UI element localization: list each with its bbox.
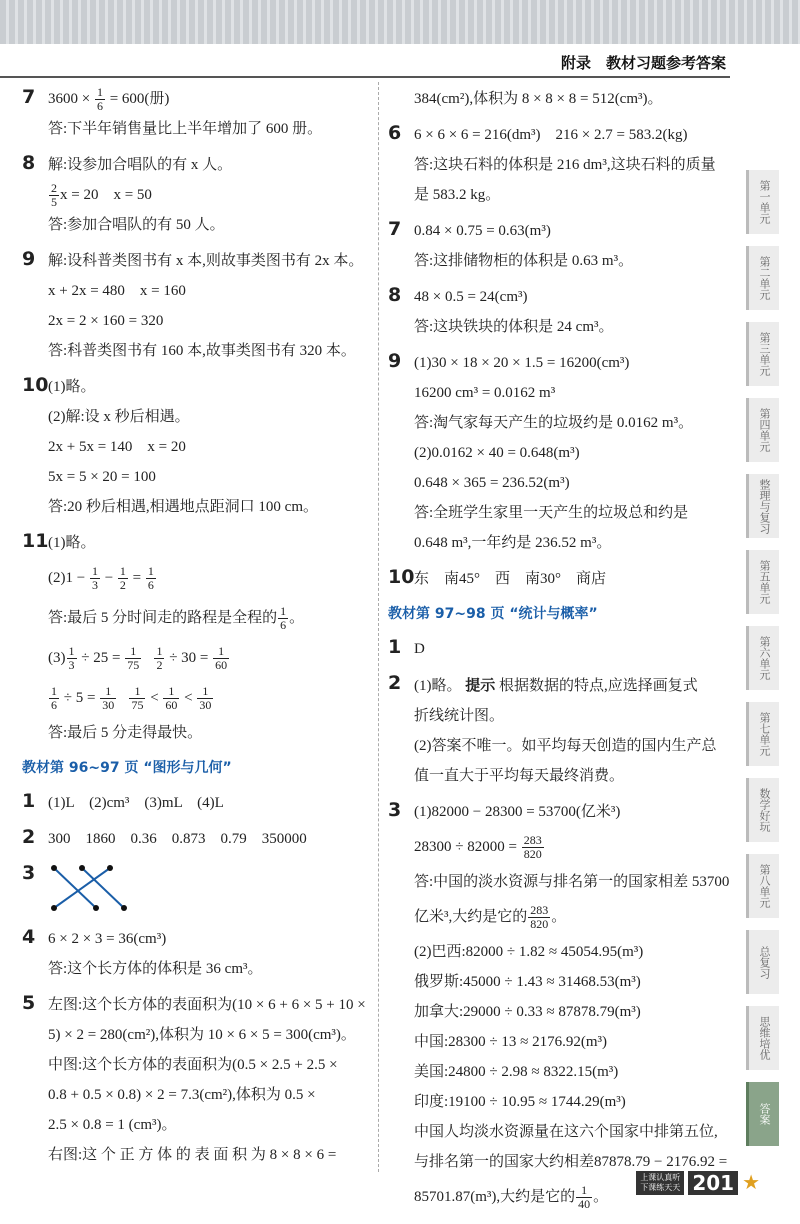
numerator: 1 (576, 1184, 592, 1198)
column-divider (378, 82, 379, 1172)
expr-text: 根据数据的特点,应选择画复式 (499, 678, 698, 694)
answer-line: 美国:24800 ÷ 2.98 ≈ 8322.15(m³) (414, 1064, 619, 1080)
denominator: 75 (131, 698, 144, 713)
answer-line: 16200 cm³ = 0.0162 m³ (414, 385, 556, 401)
expr-text: (2)1 − (48, 570, 86, 586)
item-number: 1 (22, 790, 36, 812)
item-number: 2 (22, 826, 36, 848)
expr-text: 答:最后 5 分时间走的路程是全程的 (48, 610, 278, 626)
answer-item-9r (388, 348, 733, 558)
numerator: 1 (96, 85, 103, 100)
answer-line: 加拿大:29000 ÷ 0.33 ≈ 87878.79(m³) (414, 1004, 641, 1020)
expr-text: 85701.87(m³),大约是它的 (414, 1189, 576, 1205)
answer-line: (2)解:设 x 秒后相遇。 (48, 409, 190, 425)
page-number: 201 (688, 1171, 738, 1195)
denominator: 6 (147, 578, 154, 593)
expr-text: x = 20 x = 50 (60, 187, 152, 203)
answer-item-t2 (388, 670, 733, 791)
numerator: 1 (156, 644, 163, 659)
item-number: 9 (388, 350, 402, 372)
answer-line: 答:淘气家每天产生的垃圾约是 0.0162 m³。 (414, 415, 694, 431)
fraction (154, 645, 164, 672)
answer-item-g3 (22, 860, 374, 918)
denominator: 60 (165, 698, 178, 713)
fraction (129, 685, 145, 712)
answer-line: 5) × 2 = 280(cm²),体积为 10 × 6 × 5 = 300(cm³)。 (48, 1027, 356, 1043)
tab-unit-2[interactable]: 第二单元 (746, 246, 779, 310)
answer-line: 答:这排储物柜的体积是 0.63 m³。 (414, 253, 634, 269)
item-number: 9 (22, 248, 36, 270)
answer-line: 答:这块铁块的体积是 24 cm³。 (414, 319, 614, 335)
answer-line: 中国人均淡水资源量在这六个国家中排第五位, (414, 1124, 718, 1140)
tab-unit-7[interactable]: 第七单元 (746, 702, 779, 766)
answer-item-t1 (388, 634, 733, 664)
answer-line: 0.84 × 0.75 = 0.63(m³) (414, 223, 551, 239)
answer-line: 右图:这 个 正 方 体 的 表 面 积 为 8 × 8 × 6 = (48, 1147, 337, 1163)
answer-line: 解:设科普类图书有 x 本,则故事类图书有 2x 本。 (48, 253, 364, 269)
answer-line: 48 × 0.5 = 24(cm³) (414, 289, 528, 305)
expr-text: ÷ 30 = (169, 650, 209, 666)
answer-line (48, 598, 374, 638)
top-decoration-band (0, 0, 800, 44)
answer-item-10 (22, 372, 374, 522)
denominator: 3 (68, 658, 75, 673)
answer-item-9 (22, 246, 374, 366)
numerator: 1 (197, 685, 213, 699)
numerator: 1 (100, 685, 116, 699)
answer-line: 6 × 6 × 6 = 216(dm³) 216 × 2.7 = 583.2(kg) (414, 127, 688, 143)
tab-unit-6[interactable]: 第六单元 (746, 626, 779, 690)
answer-line: 左图:这个长方体的表面积为(10 × 6 + 6 × 5 + 10 × (48, 997, 366, 1013)
matching-diagram (48, 860, 374, 918)
item-number: 3 (388, 799, 402, 821)
numerator: 283 (530, 903, 549, 918)
answer-line: (2)答案不唯一。如平均每天创造的国内生产总 (414, 738, 717, 754)
item-number: 8 (22, 152, 36, 174)
answer-line (48, 558, 374, 598)
expr-text: 。 (289, 610, 305, 626)
answer-line: (1)略。 (48, 379, 96, 395)
less-than-sign: < (184, 690, 193, 706)
less-than-sign: < (150, 690, 159, 706)
fraction (90, 565, 100, 592)
expr-text: = (132, 570, 142, 586)
answer-line: 0.8 + 0.5 × 0.8) × 2 = 7.3(cm²),体积为 0.5 × (48, 1087, 316, 1103)
fraction (67, 645, 77, 672)
expr-text: ÷ 5 = (63, 690, 96, 706)
numerator: 1 (125, 645, 141, 659)
denominator: 30 (102, 698, 115, 713)
section-heading-geometry: 教材第 96~97 页 “图形与几何” (22, 760, 232, 776)
expr-text: (1)略。 (414, 678, 462, 694)
item-number: 5 (22, 992, 36, 1014)
denominator: 820 (523, 847, 542, 862)
denominator: 6 (51, 698, 57, 713)
answer-line: 300 1860 0.36 0.873 0.79 350000 (48, 831, 307, 847)
numerator: 1 (129, 685, 145, 699)
item-number: 10 (22, 374, 49, 396)
answer-line: (1)82000 − 28300 = 53700(亿米³) (414, 804, 621, 820)
tab-unit-5[interactable]: 第五单元 (746, 550, 779, 614)
answer-line: 答:科普类图书有 160 本,故事类图书有 320 本。 (48, 343, 356, 359)
fraction (522, 834, 544, 861)
tab-math-fun[interactable]: 数学好玩 (746, 778, 779, 842)
answer-line: 6 × 2 × 3 = 36(cm³) (48, 931, 167, 947)
numerator: 1 (119, 564, 126, 579)
denominator: 2 (119, 578, 126, 593)
tab-unit-3[interactable]: 第三单元 (746, 322, 779, 386)
fraction (49, 685, 59, 712)
fraction (118, 565, 128, 592)
answer-line: 印度:19100 ÷ 10.95 ≈ 1744.29(m³) (414, 1094, 626, 1110)
item-number: 6 (388, 122, 402, 144)
footer-badge-line: 下课练天天 (640, 1182, 681, 1192)
denominator: 6 (280, 618, 287, 633)
answer-line: (2)0.0162 × 40 = 0.648(m³) (414, 445, 580, 461)
denominator: 6 (96, 99, 103, 114)
right-column (388, 84, 733, 1223)
answer-item-10r (388, 564, 733, 594)
chapter-tabs (746, 170, 786, 1158)
denominator: 3 (91, 578, 98, 593)
fraction (49, 182, 59, 209)
expr-text: 28300 ÷ 82000 = (414, 839, 517, 855)
left-column (22, 84, 374, 1176)
answer-line: 答:最后 5 分走得最快。 (48, 725, 203, 741)
answer-line: 中国:28300 ÷ 13 ≈ 2176.92(m³) (414, 1034, 608, 1050)
answer-item-8 (22, 150, 374, 240)
answer-item-6 (388, 120, 733, 210)
page-footer (636, 1170, 760, 1195)
footer-badge-line: 上课认真听 (640, 1172, 681, 1182)
answer-line: 解:设参加合唱队的有 x 人。 (48, 157, 233, 173)
answer-line (48, 638, 374, 678)
denominator: 820 (530, 917, 549, 932)
fraction (528, 904, 550, 931)
item-number: 3 (22, 862, 36, 884)
answer-line: 答:这块石料的体积是 216 dm³,这块石料的质量 (414, 157, 716, 173)
answer-line: 384(cm²),体积为 8 × 8 × 8 = 512(cm³)。 (414, 91, 663, 107)
answer-line: (1)略。 (48, 535, 96, 551)
numerator: 1 (51, 684, 57, 699)
expr-text: − (104, 570, 114, 586)
crossed-lines-diagram (48, 860, 128, 916)
item-number: 7 (22, 86, 36, 108)
answer-line (48, 180, 374, 210)
expr-text: ÷ 25 = (81, 650, 121, 666)
answer-line: 2x + 5x = 140 x = 20 (48, 439, 186, 455)
page-header (0, 44, 730, 78)
answer-line: 答:20 秒后相遇,相遇地点距洞口 100 cm。 (48, 499, 318, 515)
answer-item-g4 (22, 924, 374, 984)
answer-line: 值一直大于平均每天最终消费。 (414, 768, 625, 784)
answer-line: (2)巴西:82000 ÷ 1.82 ≈ 45054.95(m³) (414, 944, 644, 960)
item-number: 11 (22, 530, 49, 552)
fraction (100, 685, 116, 712)
fraction (125, 645, 141, 672)
numerator: 1 (163, 685, 179, 699)
answer-item-11 (22, 528, 374, 748)
answer-line (414, 827, 733, 867)
numerator: 1 (91, 564, 98, 579)
tab-unit-1[interactable]: 第一单元 (746, 170, 779, 234)
expr-text: 。 (593, 1189, 609, 1205)
answer-line: (1)L (2)cm³ (3)mL (4)L (48, 795, 224, 811)
footer-badge (636, 1171, 684, 1195)
numerator: 1 (280, 604, 287, 619)
fraction (576, 1184, 592, 1211)
item-number: 10 (388, 566, 415, 588)
expr-text: 。 (551, 909, 567, 925)
answer-line: 与排名第一的国家大约相差87878.79 − 2176.92 = (414, 1154, 728, 1170)
answer-item-g5 (22, 990, 374, 1170)
answer-line: 答:下半年销售量比上半年增加了 600 册。 (48, 121, 323, 137)
answer-item-g1 (22, 788, 374, 818)
answer-line: 答:这个长方体的体积是 36 cm³。 (48, 961, 263, 977)
denominator: 75 (127, 658, 140, 673)
tip-label: 提示 (465, 676, 496, 694)
expr-text: 3600 × (48, 91, 91, 107)
answer-line: 0.648 × 365 = 236.52(m³) (414, 475, 570, 491)
fraction (213, 645, 229, 672)
answer-item-t3 (388, 797, 733, 1217)
expr-text: (3) (48, 650, 66, 666)
numerator: 1 (68, 644, 75, 659)
item-number: 8 (388, 284, 402, 306)
expr-text: = 600(册) (109, 91, 170, 107)
denominator: 5 (51, 195, 57, 210)
expr-text: 亿米³,大约是它的 (414, 909, 528, 925)
numerator: 2 (51, 181, 57, 196)
denominator: 2 (156, 658, 163, 673)
tab-unit-4[interactable]: 第四单元 (746, 398, 779, 462)
answer-line: (1)30 × 18 × 20 × 1.5 = 16200(cm³) (414, 355, 630, 371)
numerator: 1 (213, 645, 229, 659)
denominator: 40 (578, 1197, 591, 1212)
answer-item-8r (388, 282, 733, 342)
answer-line: x + 2x = 480 x = 160 (48, 283, 186, 299)
answer-line: 是 583.2 kg。 (414, 187, 501, 203)
answer-line: 2x = 2 × 160 = 320 (48, 313, 164, 329)
answer-line (414, 897, 733, 937)
tab-unit-8[interactable]: 第八单元 (746, 854, 779, 918)
fraction (163, 685, 179, 712)
continued-answer (388, 84, 733, 114)
tab-general-review[interactable]: 总复习 (746, 930, 779, 994)
numerator: 283 (523, 833, 542, 848)
answer-line: 答:全班学生家里一天产生的垃圾总和约是 (414, 505, 689, 521)
answer-item-7 (22, 84, 374, 144)
answer-line: 东 南45° 西 南30° 商店 (414, 571, 606, 587)
fraction (146, 565, 156, 592)
fraction (197, 685, 213, 712)
star-icon: ★ (742, 1172, 760, 1194)
answer-line (414, 670, 733, 701)
answer-line (48, 678, 374, 718)
answer-line: 0.648 m³,一年约是 236.52 m³。 (414, 535, 612, 551)
answer-line: 答:中国的淡水资源与排名第一的国家相差 53700 (414, 874, 730, 890)
item-number: 2 (388, 672, 402, 694)
item-number: 7 (388, 218, 402, 240)
item-number: 4 (22, 926, 36, 948)
answer-line: 2.5 × 0.8 = 1 (cm³)。 (48, 1117, 177, 1133)
denominator: 60 (215, 658, 228, 673)
fraction (278, 605, 288, 632)
answer-line (48, 84, 374, 114)
answer-line: 俄罗斯:45000 ÷ 1.43 ≈ 31468.53(m³) (414, 974, 641, 990)
tab-answers[interactable]: 答案 (746, 1082, 779, 1146)
item-number: 1 (388, 636, 402, 658)
answer-line: 折线统计图。 (414, 708, 505, 724)
answer-item-7r (388, 216, 733, 276)
fraction (95, 86, 105, 113)
denominator: 30 (199, 698, 212, 713)
answer-item-g2 (22, 824, 374, 854)
tab-thinking[interactable]: 思维培优 (746, 1006, 779, 1070)
tab-review[interactable]: 整理与复习 (746, 474, 779, 538)
numerator: 1 (147, 564, 154, 579)
answer-line: D (414, 641, 425, 657)
section-heading-statistics: 教材第 97~98 页 “统计与概率” (388, 606, 598, 622)
answer-line: 答:参加合唱队的有 50 人。 (48, 217, 225, 233)
answer-line: 5x = 5 × 20 = 100 (48, 469, 156, 485)
header-title: 附录 教材习题参考答案 (560, 54, 726, 72)
answer-line: 中图:这个长方体的表面积为(0.5 × 2.5 + 2.5 × (48, 1057, 338, 1073)
